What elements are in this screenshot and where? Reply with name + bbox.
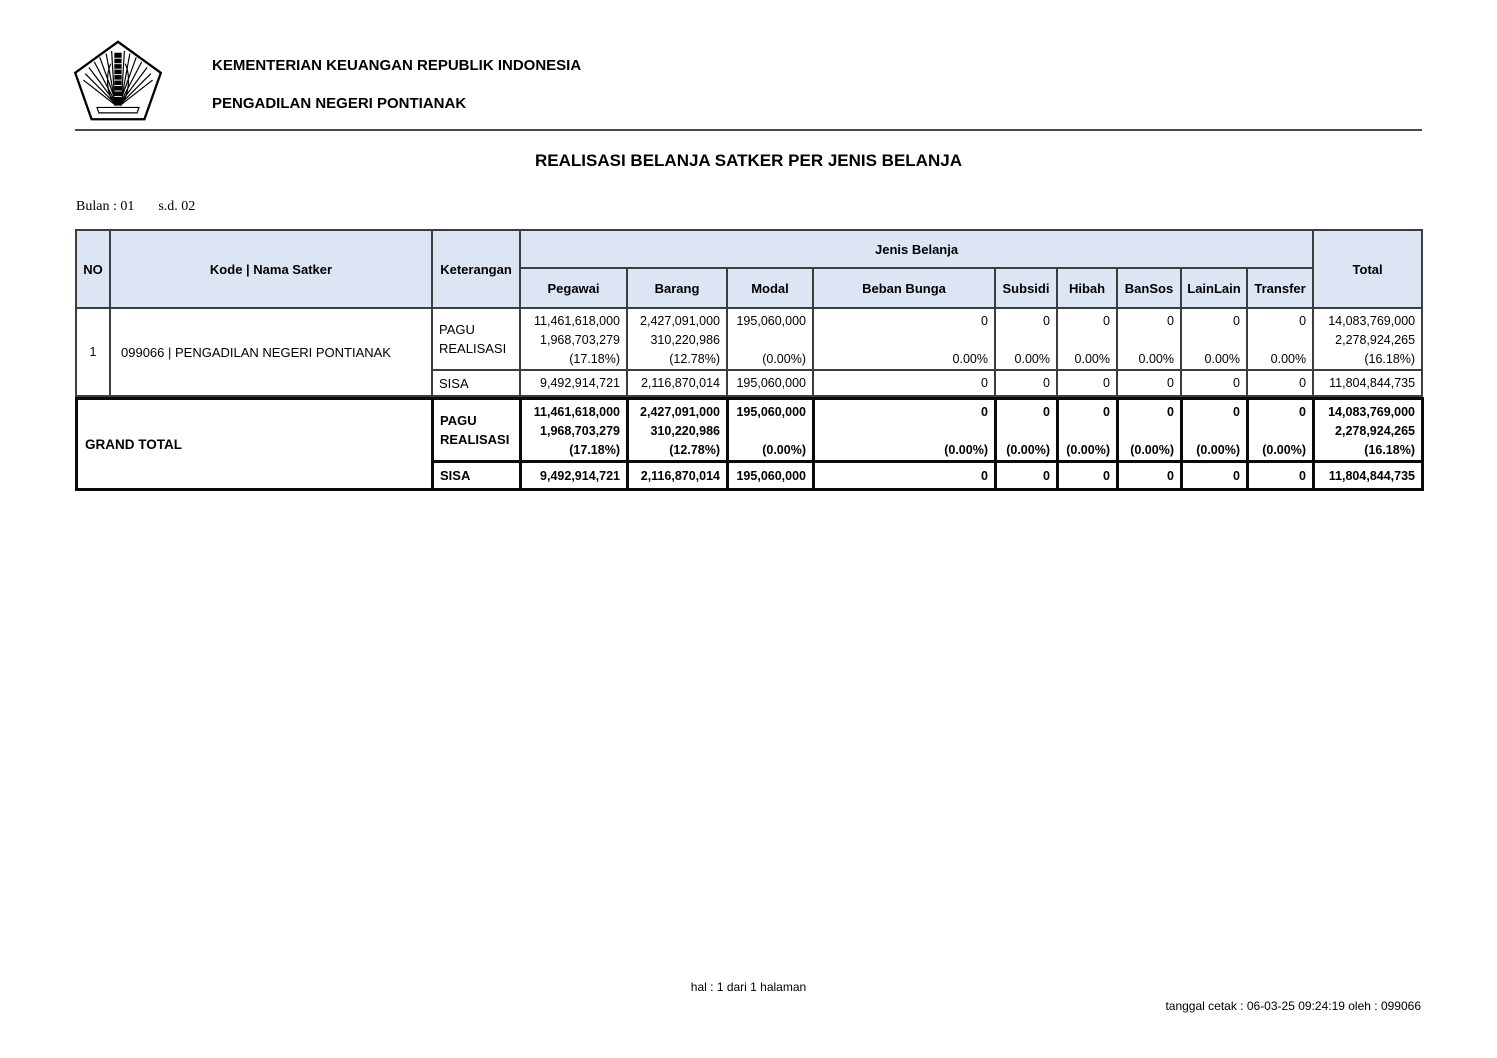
col-header-modal: Modal: [727, 268, 813, 308]
col-header-bansos: BanSos: [1117, 268, 1181, 308]
cell-sisa-hibah: 0: [1057, 370, 1117, 396]
gt-cell-sisa-bansos: 0: [1118, 462, 1182, 490]
cell-pagu-transfer: 0 0.00%: [1247, 308, 1313, 370]
row-no: 1: [76, 308, 110, 396]
col-header-lainlain: LainLain: [1181, 268, 1247, 308]
print-timestamp: tanggal cetak : 06-03-25 09:24:19 oleh : 099066: [1165, 999, 1421, 1013]
row-keterangan-sisa: SISA: [432, 370, 520, 396]
col-header-satker: Kode | Nama Satker: [110, 230, 432, 308]
cell-sisa-total: 11,804,844,735: [1313, 370, 1422, 396]
page-indicator: hal : 1 dari 1 halaman: [690, 980, 807, 994]
cell-sisa-lainlain: 0: [1181, 370, 1247, 396]
report-table: [75, 229, 1423, 397]
cell-sisa-modal: 195,060,000: [727, 370, 813, 396]
gt-cell-sisa-total: 11,804,844,735: [1314, 462, 1423, 490]
gt-cell-pagu-lainlain: 0 (0.00%): [1182, 399, 1248, 462]
col-header-beban-bunga: Beban Bunga: [813, 268, 995, 308]
cell-pagu-total: 14,083,769,000 2,278,924,265 (16.18%): [1313, 308, 1422, 370]
org-header: [212, 57, 581, 112]
grand-total-row: [77, 399, 1423, 462]
gt-cell-pagu-beban-bunga: 0 (0.00%): [814, 399, 996, 462]
cell-sisa-subsidi: 0: [995, 370, 1057, 396]
cell-pagu-hibah: 0 0.00%: [1057, 308, 1117, 370]
ministry-name: KEMENTERIAN KEUANGAN REPUBLIK INDONESIA: [212, 57, 582, 74]
grand-total-label: GRAND TOTAL: [77, 399, 433, 490]
office-name: PENGADILAN NEGERI PONTIANAK: [212, 95, 467, 112]
col-header-barang: Barang: [627, 268, 727, 308]
period-sd: s.d. 02: [158, 199, 196, 214]
report-title: REALISASI BELANJA SATKER PER JENIS BELANJA: [535, 151, 962, 170]
gt-cell-sisa-hibah: 0: [1058, 462, 1118, 490]
col-header-keterangan: Keterangan: [432, 230, 520, 308]
cell-pagu-pegawai: 11,461,618,000 1,968,703,279 (17.18%): [520, 308, 627, 370]
grand-total-table: [75, 397, 1424, 491]
kemenkeu-logo-icon: [70, 40, 166, 122]
cell-sisa-beban-bunga: 0: [813, 370, 995, 396]
gt-keterangan-pagu-realisasi: PAGU REALISASI: [433, 399, 521, 462]
col-header-subsidi: Subsidi: [995, 268, 1057, 308]
gt-cell-pagu-subsidi: 0 (0.00%): [996, 399, 1058, 462]
gt-cell-pagu-modal: 195,060,000 (0.00%): [728, 399, 814, 462]
table-row: [76, 308, 1422, 370]
col-header-pegawai: Pegawai: [520, 268, 627, 308]
row-satker: 099066 | PENGADILAN NEGERI PONTIANAK: [110, 308, 432, 396]
col-header-total: Total: [1313, 230, 1422, 308]
col-header-transfer: Transfer: [1247, 268, 1313, 308]
cell-pagu-beban-bunga: 0 0.00%: [813, 308, 995, 370]
gt-cell-sisa-subsidi: 0: [996, 462, 1058, 490]
cell-sisa-barang: 2,116,870,014: [627, 370, 727, 396]
gt-cell-pagu-hibah: 0 (0.00%): [1058, 399, 1118, 462]
gt-cell-pagu-transfer: 0 (0.00%): [1248, 399, 1314, 462]
cell-sisa-pegawai: 9,492,914,721: [520, 370, 627, 396]
col-header-hibah: Hibah: [1057, 268, 1117, 308]
gt-cell-sisa-beban-bunga: 0: [814, 462, 996, 490]
gt-cell-sisa-barang: 2,116,870,014: [628, 462, 728, 490]
period-bulan: Bulan : 01: [76, 199, 135, 214]
gt-cell-sisa-transfer: 0: [1248, 462, 1314, 490]
gt-cell-pagu-total: 14,083,769,000 2,278,924,265 (16.18%): [1314, 399, 1423, 462]
cell-pagu-barang: 2,427,091,000 310,220,986 (12.78%): [627, 308, 727, 370]
gt-cell-pagu-pegawai: 11,461,618,000 1,968,703,279 (17.18%): [521, 399, 628, 462]
cell-sisa-transfer: 0: [1247, 370, 1313, 396]
cell-pagu-modal: 195,060,000 (0.00%): [727, 308, 813, 370]
gt-cell-pagu-bansos: 0 (0.00%): [1118, 399, 1182, 462]
cell-pagu-subsidi: 0 0.00%: [995, 308, 1057, 370]
period-line: [76, 199, 195, 215]
col-header-jenis-belanja: Jenis Belanja: [520, 230, 1313, 268]
cell-pagu-bansos: 0 0.00%: [1117, 308, 1181, 370]
cell-pagu-lainlain: 0 0.00%: [1181, 308, 1247, 370]
gt-cell-sisa-modal: 195,060,000: [728, 462, 814, 490]
cell-sisa-bansos: 0: [1117, 370, 1181, 396]
gt-keterangan-sisa: SISA: [433, 462, 521, 490]
header-divider: [75, 129, 1422, 131]
gt-cell-sisa-lainlain: 0: [1182, 462, 1248, 490]
gt-cell-sisa-pegawai: 9,492,914,721: [521, 462, 628, 490]
gt-cell-pagu-barang: 2,427,091,000 310,220,986 (12.78%): [628, 399, 728, 462]
col-header-no: NO: [76, 230, 110, 308]
row-keterangan-pagu-realisasi: PAGU REALISASI: [432, 308, 520, 370]
